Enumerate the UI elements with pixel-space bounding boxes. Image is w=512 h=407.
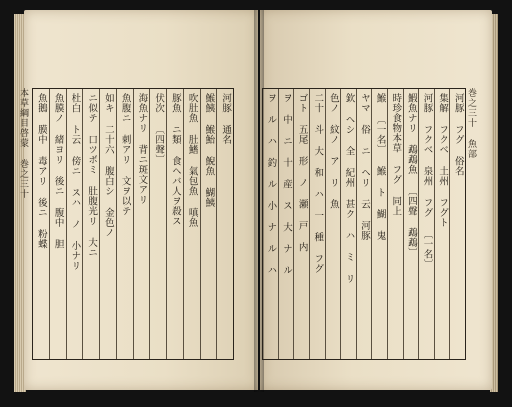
text-column: 鰕魚ナリ 鵡鵡魚 〔四聲 鵡鵡〕 — [403, 89, 419, 359]
right-text-block — [262, 88, 466, 360]
text-column: 欽 ヘシ 全 紀州 甚ク ハ ミ リ — [340, 89, 356, 359]
right-running-head: 巻之三十 魚部 — [466, 88, 476, 159]
text-column: 吹肚魚 肚鰭 氣包魚 嗔魚 — [183, 89, 200, 359]
text-column: 河豚 フグ 俗名 — [449, 89, 465, 359]
text-column: 時珍食物本草 フグ 同上 — [387, 89, 403, 359]
text-column: 二十 斗 大 和 ハ 一 種 フグ — [309, 89, 325, 359]
text-column: ヤマ 俗 ニ ヘリ 云 河豚 — [356, 89, 372, 359]
text-column: ゴト 五尾 形 ノ 瀬 戸 内 — [293, 89, 309, 359]
text-column: ヲ 中 ニ 十 産 ス 大 ナ ル — [278, 89, 294, 359]
text-column: ニ似テ 口ツボミ 肚腹光リ 大ニ — [82, 89, 99, 359]
text-column: 鯸鮧 鯸鮐 鯢魚 鰗鮧 — [200, 89, 217, 359]
text-column: 伏次 〔四聲〕 — [149, 89, 166, 359]
text-column: 集解 フクベ 土州 フグト — [434, 89, 450, 359]
text-column: 魚腹ニ 刺アリ 文ヲ以テ — [116, 89, 133, 359]
left-running-head: 本草綱目啓蒙 巻之三十 — [18, 88, 28, 199]
text-column: 鯸 〔一名〕 鯸 ト 鰗 鬼 — [371, 89, 387, 359]
left-text-block — [32, 88, 234, 360]
text-column: 如キ 二十六 腹白シ 金色ノ — [99, 89, 116, 359]
text-column: ヲ ル ハ 釣 ル 小 ナ ル ハ — [265, 93, 277, 275]
text-column: 河豚 通名 — [216, 89, 233, 359]
text-column: 豚魚 ニ類 食ヘバ人ヲ殺ス — [166, 89, 183, 359]
text-column: 河豚 フクベ 泉州 フグ 〔一名〕 — [418, 89, 434, 359]
text-column: 魚膜ノ 緒ヨリ 後ニ 腹中 胆 — [49, 89, 66, 359]
text-column: 色ノ 紋ノ ア リ 魚 — [325, 89, 341, 359]
text-column: 杜白 ト云 傍ニ スハ ノ 小ナリ — [66, 89, 83, 359]
text-column: 海魚ナリ 背ニ斑文アリ — [133, 89, 150, 359]
text-column: 魚鵝 膜中 毒アリ 後ニ 粉蝶 — [35, 93, 47, 249]
